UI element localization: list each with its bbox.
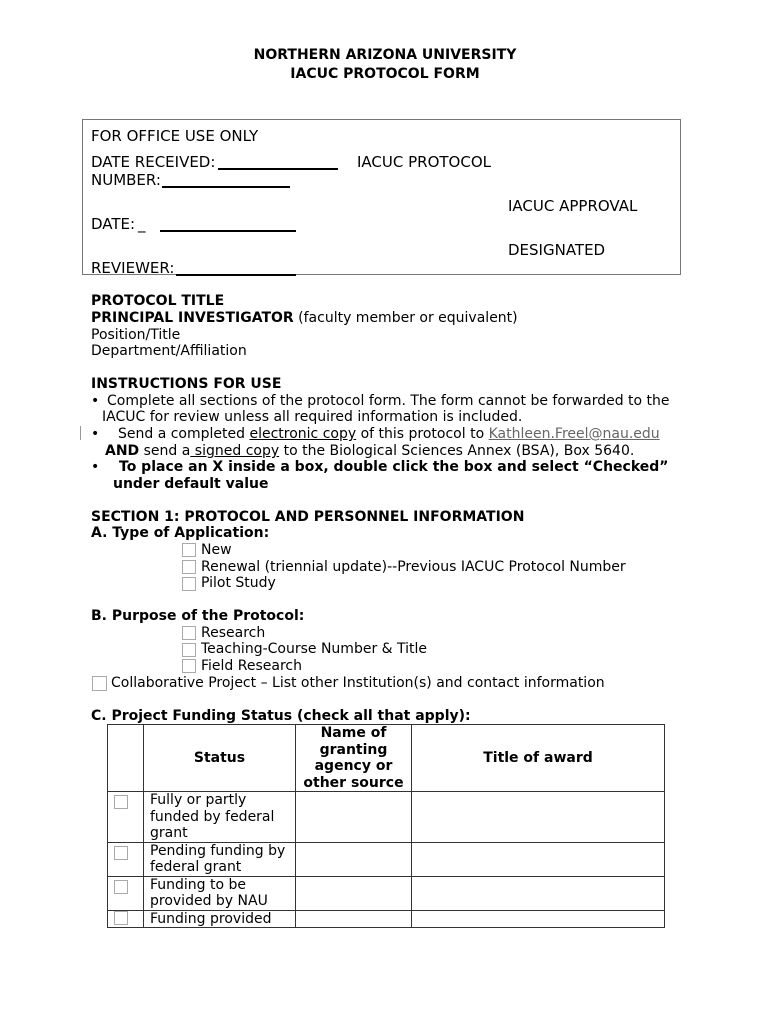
date-received-label: DATE RECEIVED: [91, 153, 216, 171]
table-row [108, 876, 665, 910]
instruction-1-line2: IACUC for review unless all required information is included. [102, 409, 523, 425]
award-cell[interactable] [412, 792, 665, 843]
department-label: Department/Affiliation [91, 343, 247, 359]
row-checkbox-cell [108, 876, 144, 910]
checkbox-federal-grant[interactable] [114, 795, 128, 809]
protocol-title-label: PROTOCOL TITLE [91, 293, 225, 309]
section-1-heading: SECTION 1: PROTOCOL AND PERSONNEL INFORMATION [91, 509, 525, 525]
date-label: DATE: [91, 215, 136, 233]
iacuc-approval-label: IACUC APPROVAL [508, 197, 638, 215]
checkbox-collaborative[interactable] [92, 676, 107, 691]
header-agency: Name of granting agency or other source [296, 725, 412, 792]
status-cell: Fully or partly funded by federal grant [144, 792, 296, 843]
reviewer-label: REVIEWER: [91, 259, 175, 277]
checkbox-pending-federal[interactable] [114, 846, 128, 860]
office-use-heading: FOR OFFICE USE ONLY [91, 127, 259, 145]
instruction-2-mid: of this protocol to [356, 426, 489, 442]
option-pilot-study: Pilot Study [201, 575, 276, 591]
funding-table [107, 724, 665, 928]
row-checkbox-cell [108, 792, 144, 843]
text-cursor-bar [80, 426, 81, 440]
bullet-1: • [91, 393, 100, 409]
status-cell: Funding to be provided by NAU [144, 876, 296, 910]
date-received-line[interactable] [218, 168, 338, 170]
electronic-copy-text: electronic copy [249, 426, 357, 442]
checkbox-funding-provided[interactable] [114, 911, 128, 925]
option-new: New [201, 542, 232, 558]
number-line[interactable] [162, 186, 290, 188]
header-checkbox-col [108, 725, 144, 792]
checkbox-field-research[interactable] [182, 659, 196, 673]
option-field-research: Field Research [201, 658, 302, 674]
instruction-2-line1 [118, 426, 660, 442]
agency-cell[interactable] [296, 910, 412, 928]
pi-label: PRINCIPAL INVESTIGATOR [91, 310, 294, 326]
position-title-label: Position/Title [91, 327, 181, 343]
agency-cell[interactable] [296, 876, 412, 910]
purpose-heading: B. Purpose of the Protocol: [91, 608, 305, 624]
instruction-2b-post: to the Biological Sciences Annex (BSA), Box 5640. [279, 443, 635, 459]
row-checkbox-cell [108, 842, 144, 876]
award-cell[interactable] [412, 842, 665, 876]
status-cell: Pending funding by federal grant [144, 842, 296, 876]
checkbox-research[interactable] [182, 626, 196, 640]
iacuc-protocol-label: IACUC PROTOCOL [357, 153, 491, 171]
table-row [108, 792, 665, 843]
form-title: IACUC PROTOCOL FORM [290, 66, 480, 82]
table-header-row [108, 725, 665, 792]
number-label: NUMBER: [91, 171, 161, 189]
checkbox-nau-funding[interactable] [114, 880, 128, 894]
and-text: AND [105, 443, 140, 459]
checkbox-renewal[interactable] [182, 560, 196, 574]
table-row [108, 910, 665, 928]
checkbox-new[interactable] [182, 543, 196, 557]
award-cell[interactable] [412, 876, 665, 910]
instruction-2b-pre: send a [139, 443, 191, 459]
option-research: Research [201, 625, 266, 641]
checkbox-teaching[interactable] [182, 643, 196, 657]
funding-status-heading: C. Project Funding Status (check all that apply): [91, 708, 471, 724]
award-cell[interactable] [412, 910, 665, 928]
instructions-heading: INSTRUCTIONS FOR USE [91, 376, 282, 392]
option-collaborative: Collaborative Project – List other Institution(s) and contact information [111, 675, 605, 691]
bullet-2: • [91, 426, 100, 442]
instruction-2-line2 [105, 443, 634, 459]
email-link[interactable]: Kathleen.Freel@nau.edu [488, 426, 660, 442]
table-row [108, 842, 665, 876]
designated-label: DESIGNATED [508, 241, 606, 259]
reviewer-line[interactable] [176, 274, 296, 276]
agency-cell[interactable] [296, 792, 412, 843]
date-blank: _ [138, 215, 146, 233]
type-of-application-heading: A. Type of Application: [91, 525, 270, 541]
instruction-2-pre: Send a completed [118, 426, 250, 442]
instruction-1-line1: Complete all sections of the protocol form. The form cannot be forwarded to the [107, 393, 670, 409]
university-name: NORTHERN ARIZONA UNIVERSITY [253, 47, 517, 63]
option-renewal: Renewal (triennial update)--Previous IACUC Protocol Number [201, 559, 626, 575]
header-award-title: Title of award [412, 725, 665, 792]
status-cell: Funding provided [144, 910, 296, 928]
instruction-3-line2: under default value [113, 476, 269, 492]
option-teaching: Teaching-Course Number & Title [201, 641, 428, 657]
signed-copy-text: signed copy [190, 443, 280, 459]
instruction-3-line1: To place an X inside a box, double click the box and select “Checked” [119, 459, 669, 475]
bullet-3: • [91, 459, 100, 475]
date-line[interactable] [160, 230, 296, 232]
row-checkbox-cell [108, 910, 144, 928]
header-status: Status [144, 725, 296, 792]
agency-cell[interactable] [296, 842, 412, 876]
pi-note: (faculty member or equivalent) [293, 310, 518, 326]
principal-investigator-line [91, 310, 518, 326]
checkbox-pilot-study[interactable] [182, 577, 196, 591]
